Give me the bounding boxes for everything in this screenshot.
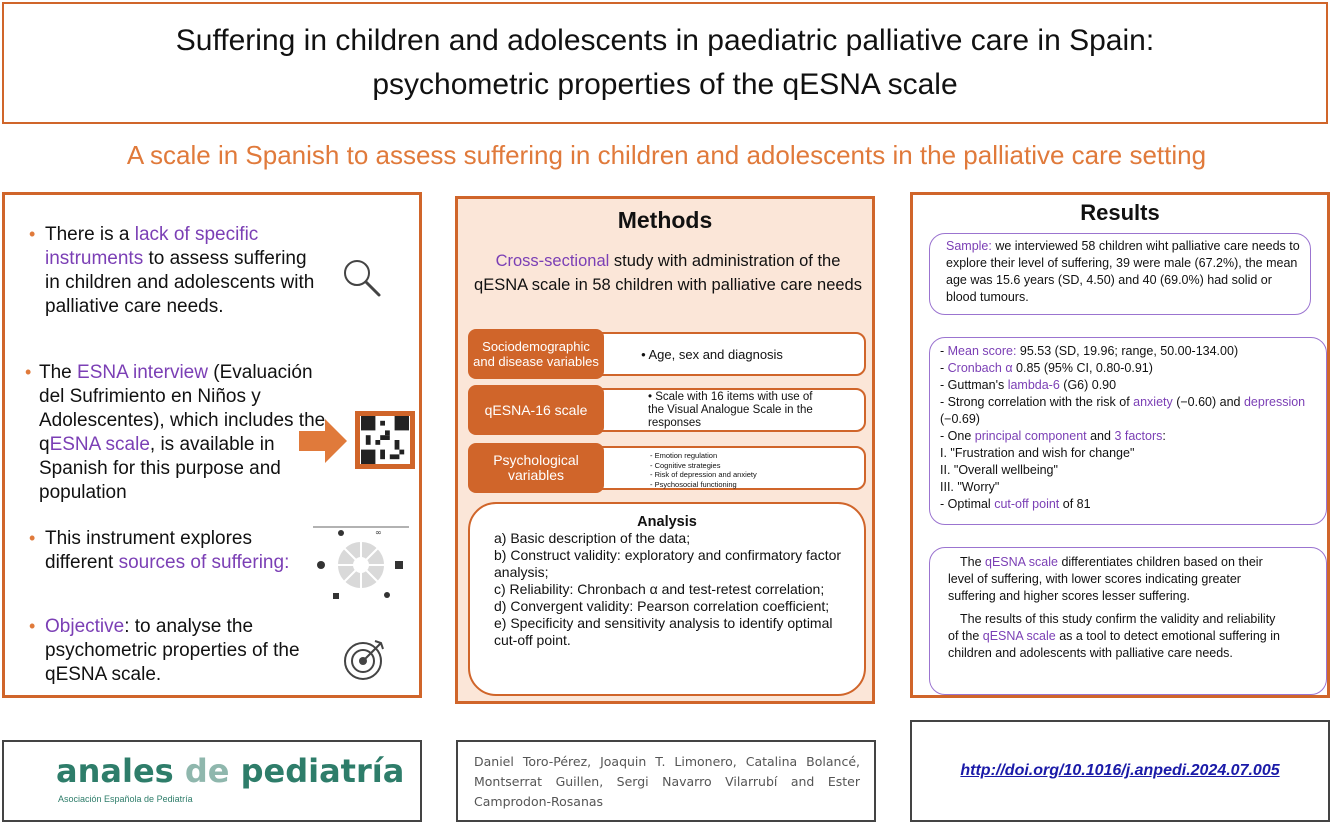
analysis-line: c) Reliability: Chronbach α and test-retest correlation; <box>494 581 825 597</box>
results-sample-box: Sample: we interviewed 58 children wiht palliative care needs to explore their level of suffering, 39 were male (67.2%), the mean age was 15.6 years (SD, 4.50) and 40 (69.0%) had solid or blood tumours. <box>929 233 1311 315</box>
psych-item: - Emotion regulation <box>650 451 718 460</box>
variable-qesna-label: qESNA-16 scale <box>468 385 604 435</box>
doi-link[interactable]: http://doi.org/10.1016/j.anpedi.2024.07.005 <box>960 762 1280 779</box>
variable-sociodemographic-label: Sociodemographic and disease variables <box>468 329 604 379</box>
methods-title: Methods <box>617 207 713 233</box>
factor-3: III. "Worry" <box>940 480 1000 494</box>
factor-1: I. "Frustration and wish for change" <box>940 446 1135 460</box>
bullet-icon: • <box>29 616 36 636</box>
stat-cronbach: - Cronbach α 0.85 (95% CI, 0.80-0.91) <box>940 361 1153 375</box>
conclusion-1: The qESNA scale differentiates children based on their level of suffering, with lower scores indicating greater suffering and higher scores lesser suffering. <box>948 555 1263 603</box>
psych-item: - Cognitive strategies <box>650 460 721 470</box>
methods-description: Cross-sectional study with administration of the qESNA scale in 58 children with palliative care needs <box>474 252 862 294</box>
magnifier-icon <box>339 255 385 301</box>
stat-mean: - Mean score: 95.53 (SD, 19.96; range, 50.00-134.00) <box>940 344 1239 358</box>
arrow-right-icon <box>297 415 349 467</box>
factor-2: II. "Overall wellbeing" <box>940 463 1058 477</box>
analysis-box <box>468 502 866 696</box>
target-icon <box>341 637 387 683</box>
bullet-icon: • <box>25 362 32 382</box>
psych-item: - Risk of depression and anxiety <box>650 470 757 479</box>
qr-code-icon[interactable] <box>355 411 415 469</box>
title-line-2: psychometric properties of the qESNA scale <box>372 68 958 101</box>
journal-subtitle: Asociación Española de Pediatría <box>58 794 193 804</box>
methods-panel <box>455 196 875 704</box>
intro-item-1: • There is a lack of specific instruments to assess suffering in children and adolescents with palliative care needs. <box>29 224 315 317</box>
stat-guttman: - Guttman's lambda-6 (G6) 0.90 <box>940 378 1117 392</box>
variable-psychological-label: Psychological variables <box>468 443 604 493</box>
sources-wheel-icon <box>311 525 411 605</box>
results-stats-box <box>929 337 1327 525</box>
intro-item-2: • The ESNA interview (Evaluación del Sufrimiento en Niños y Adolescentes), which includes the qESNA scale, is available in Spanish for this purpose and population <box>25 362 326 503</box>
introduction-panel <box>2 192 422 698</box>
stat-cutoff: - Optimal cut-off point of 81 <box>940 497 1091 511</box>
authors-box: Daniel Toro-Pérez, Joaquin T. Limonero, Catalina Bolancé, Montserrat Guillen, Sergi Navarro Vilarrubí and Ester Camprodon-Rosanas <box>456 740 876 822</box>
results-panel <box>910 192 1330 698</box>
stat-components: - One principal component and 3 factors: <box>940 429 1166 443</box>
analysis-line: d) Convergent validity: Pearson correlation coefficient; <box>494 598 830 614</box>
bullet-icon: • <box>29 528 36 548</box>
title-line-1: Suffering in children and adolescents in paediatric palliative care in Spain: <box>175 24 1155 57</box>
qr-pattern <box>360 416 410 464</box>
intro-item-4: • Objective: to analyse the psychometric properties of the qESNA scale. <box>29 616 300 685</box>
doi-box <box>910 720 1330 822</box>
results-title: Results <box>1080 200 1160 225</box>
intro-item-3: • This instrument explores different sources of suffering: <box>29 528 290 573</box>
analysis-list <box>470 530 864 649</box>
psych-item: - Psychosocial functioning <box>650 479 737 489</box>
analysis-title: Analysis <box>637 514 697 530</box>
svg-text:∞: ∞ <box>375 528 382 537</box>
journal-logo: anales de pediatría <box>56 752 405 790</box>
analysis-line: b) Construct validity: exploratory and confirmatory factor analysis; <box>494 547 842 580</box>
conclusion-2: The results of this study confirm the validity and reliability of the qESNA scale as a tool to detect emotional suffering in children and adolescents with palliative care needs. <box>948 612 1280 660</box>
poster-title <box>2 2 1328 124</box>
analysis-line: a) Basic description of the data; <box>494 530 691 546</box>
journal-logo-box <box>2 740 422 822</box>
poster-subtitle: A scale in Spanish to assess suffering in children and adolescents in the palliative care setting <box>126 140 1207 170</box>
analysis-line: e) Specificity and sensitivity analysis to identify optimal cut-off point. <box>494 615 833 648</box>
variable-sociodemographic-detail: • Age, sex and diagnosis <box>588 332 866 376</box>
variable-psychological-detail <box>588 446 866 490</box>
stat-correlation: - Strong correlation with the risk of anxiety (−0.60) and depression (−0.69) <box>940 395 1306 426</box>
bullet-icon: • <box>29 224 36 244</box>
results-conclusion-box <box>929 547 1327 695</box>
variable-qesna-detail: • Scale with 16 items with use of the Visual Analogue Scale in the responses <box>588 388 866 432</box>
